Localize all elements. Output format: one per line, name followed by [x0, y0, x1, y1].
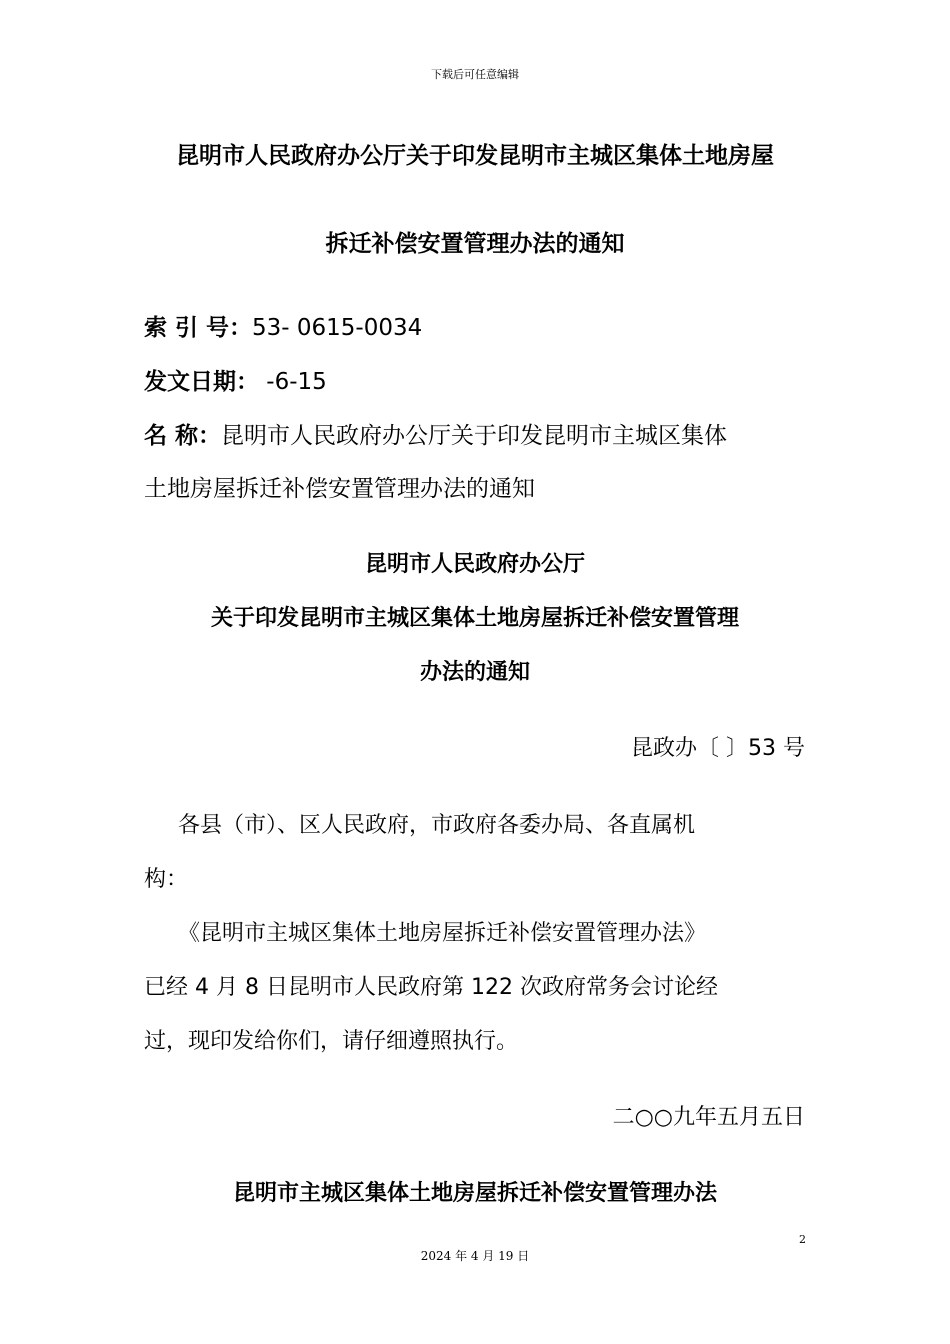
- issue-date-row: [144, 363, 327, 396]
- notice-heading-line-1: 关于印发昆明市主城区集体土地房屋拆迁补偿安置管理: [210, 606, 739, 631]
- header-note: 下载后可任意编辑: [431, 68, 519, 81]
- document-title-line-1: 昆明市人民政府办公厅关于印发昆明市主城区集体土地房屋: [176, 143, 774, 169]
- issuer-heading: 昆明市人民政府办公厅: [364, 552, 585, 577]
- addressee-line-1: 各县（市）、区人民政府，市政府各委办局、各直属机: [178, 813, 696, 838]
- body-paragraph-line-1: 《昆明市主城区集体土地房屋拆迁补偿安置管理办法》: [178, 921, 707, 946]
- index-number-row: [144, 309, 422, 342]
- body-paragraph-line-2: 已经 4 月 8 日昆明市人民政府第 122 次政府常务会讨论经: [144, 975, 718, 1000]
- index-number-label: 索 引 号：: [144, 315, 253, 341]
- document-title-line-2: 拆迁补偿安置管理办法的通知: [325, 231, 625, 257]
- issue-date-value: -6-15: [259, 369, 327, 395]
- addressee-line-2: 构：: [144, 867, 189, 892]
- footer-date: 2024 年 4 月 19 日: [420, 1249, 530, 1263]
- page-number: 2: [799, 1233, 806, 1246]
- document-name-value-line-1: 昆明市人民政府办公厅关于印发昆明市主城区集体: [221, 423, 728, 449]
- notice-heading-line-2: 办法的通知: [419, 660, 530, 685]
- body-paragraph-line-3: 过，现印发给你们，请仔细遵照执行。: [144, 1029, 519, 1054]
- document-number: 昆政办〔 〕53 号: [631, 736, 805, 761]
- issue-date-label: 发文日期：: [144, 369, 259, 395]
- document-name-value-line-2: 土地房屋拆迁补偿安置管理办法的通知: [144, 476, 535, 502]
- index-number-value: 53- 0615-0034: [252, 315, 423, 341]
- signing-date: 二○○九年五月五日: [612, 1105, 805, 1130]
- section-title: 昆明市主城区集体土地房屋拆迁补偿安置管理办法: [232, 1181, 717, 1206]
- document-name-label: 名 称：: [144, 423, 222, 449]
- document-name-row: [144, 417, 727, 450]
